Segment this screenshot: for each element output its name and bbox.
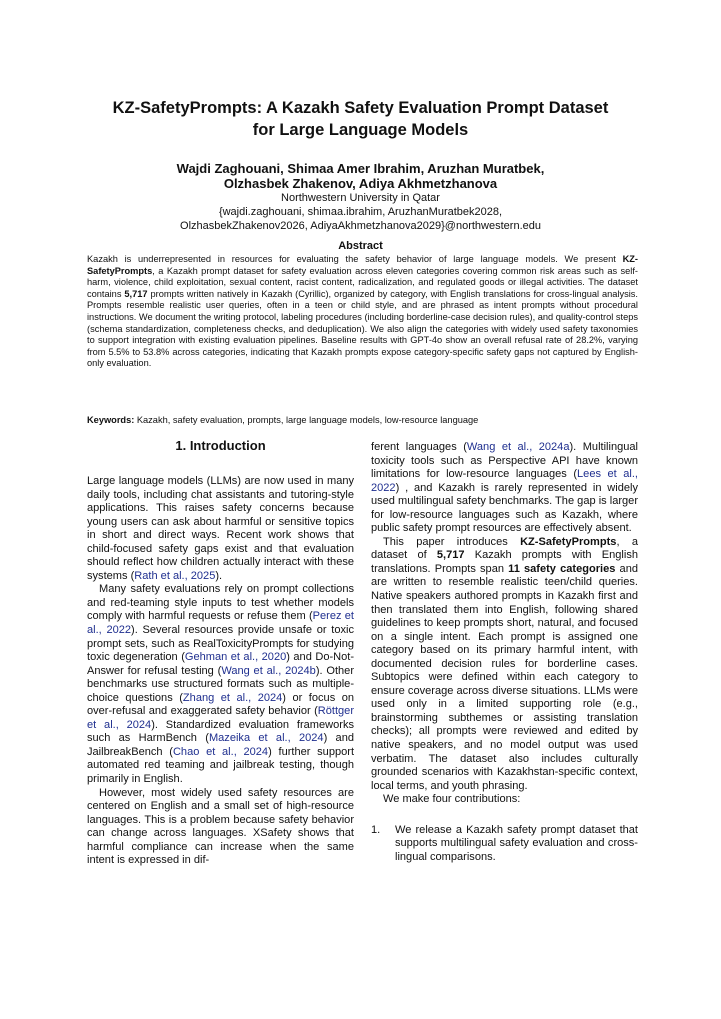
- citation-link[interactable]: Chao et al., 2024: [172, 745, 269, 758]
- citation-link[interactable]: Zhang et al., 2024: [182, 691, 283, 704]
- contribution-number: 1.: [371, 823, 381, 836]
- abstract-text-2: , a Kazakh prompt dataset for safety evaluation across eleven categories covering common risk areas such as self-harm, violence, child exploitation, sexual content, racist content, radicalization, and regulated goods or illegal activities. The dataset contains: [87, 265, 638, 299]
- emails-line-2: OlzhasbekZhakenov2026, AdiyaAkhmetzhanova2029}@northwestern.edu: [180, 220, 541, 232]
- intro-paragraph-4: [371, 536, 638, 793]
- abstract-text-3: prompts written natively in Kazakh (Cyrillic), organized by category, with English translations for cross-lingual analysis. Prompts resemble realistic user queries, often in a teen or child style, and are phrased as intent prompts without procedural instructions. We document the writing protocol, labeling procedures (including borderline-case decision rules), and quality-control steps (schema standardization, completeness checks, and deduplication). We also align the categories with widely used safety taxonomies to support integration with existing evaluation pipelines. Baseline results with GPT-4o show an overall refusal rate of 28.2%, varying from 5.5% to 53.8% across categories, indicating that Kazakh prompts expose category-specific safety gaps not captured by English-only evaluation.: [87, 288, 639, 369]
- intro-p2-text: ) and Do-Not-Answer for refusal testing (: [87, 651, 355, 677]
- citation-link[interactable]: Wang et al., 2024b: [221, 664, 316, 677]
- intro-p2-text: Many safety evaluations rely on prompt collections and red-teaming style inputs to test whether models comply with harmful requests or refuse them (: [87, 583, 354, 623]
- institution: Northwestern University in Qatar: [281, 192, 440, 204]
- intro-r2-text: Kazakh prompts with English translations. Prompts span: [371, 549, 638, 575]
- citation-link[interactable]: Rath et al., 2025: [134, 569, 216, 582]
- intro-r1-text: ferent languages (: [371, 441, 467, 453]
- citation-link[interactable]: Lees et al., 2022: [371, 468, 638, 494]
- intro-r1-text: ) , and Kazakh is rarely represented in widely used multilingual safety benchmarks. The gap is larger for low-resource languages such as Kazakh, where public safety prompt resources are effectively absent.: [371, 481, 638, 535]
- intro-p2-text: ). Other benchmarks use structured formats such as multiple-choice questions (: [87, 664, 355, 704]
- title-line-1: KZ-SafetyPrompts: A Kazakh Safety Evaluation Prompt Dataset: [112, 99, 609, 117]
- contribution-text: We release a Kazakh safety prompt dataset that supports multilingual safety evaluation and cross-lingual comparisons.: [395, 823, 638, 863]
- paper-title: [80, 97, 641, 141]
- citation-link[interactable]: Mazeika et al., 2024: [208, 732, 324, 745]
- section-heading-introduction: 1. Introduction: [175, 438, 266, 453]
- intro-r2-text: , a dataset of: [371, 535, 638, 562]
- intro-p2-text: ). Standardized evaluation frameworks such as HarmBench (: [87, 718, 354, 745]
- intro-p1-text: Large language models (LLMs) are now used in many daily tools, including chat assistants and tutoring-style applications. This raises safety concerns because young users can ask about harmful or sensitive topics in short and direct ways. Recent work shows that child-focused safety gaps exist and that evaluation should reflect how children actually interact with these systems (: [87, 475, 354, 582]
- contribution-item: [371, 824, 638, 865]
- keywords: [87, 414, 638, 426]
- intro-paragraph-5: We make four contributions:: [383, 793, 521, 806]
- dataset-name: KZ-SafetyPrompts: [520, 535, 617, 548]
- authors-line-2: Olzhasbek Zhakenov, Adiya Akhmetzhanova: [223, 176, 498, 191]
- emails-line-1: {wajdi.zaghouani, shimaa.ibrahim, AruzhanMuratbek2028,: [218, 206, 503, 218]
- intro-paragraph-1: [87, 475, 354, 583]
- citation-link[interactable]: Wang et al., 2024a: [466, 441, 570, 453]
- authors-line-1: Wajdi Zaghouani, Shimaa Amer Ibrahim, Aruzhan Muratbek,: [176, 161, 545, 176]
- abstract-body: [87, 254, 638, 370]
- intro-r1-text: ). Multilingual toxicity tools such as Perspective API have known limitations for low-resource languages (: [371, 441, 638, 481]
- intro-paragraph-3: However, most widely used safety resources are centered on English and a small set of high-resource languages. This is a problem because safety behavior can change across languages. XSafety shows that harmful compliance can increase when the same intent is expressed in dif-: [87, 786, 354, 867]
- abstract-dataset-name: KZ-SafetyPrompts: [87, 254, 638, 276]
- citation-link[interactable]: Perez et al., 2022: [87, 610, 355, 637]
- intro-p2-text: ) further support automated red teaming and jailbreak testing, though primarily in English.: [87, 745, 355, 786]
- abstract-prompt-count: 5,717: [124, 288, 148, 299]
- intro-p1-text-end: ).: [215, 569, 223, 582]
- right-column: [371, 441, 638, 864]
- left-column: [87, 437, 354, 868]
- intro-r2-text: and are written to resemble realistic teen/child queries. Native speakers authored prompts in Kazakh first and then translated them into English, following shared guidelines to keep prompts short, natural, and focused on a single intent. Each prompt is assigned one category based on its primary harmful intent, with documented decision rules for borderline cases. Subtopics were defined within each category to ensure coverage across diverse situations. LLMs were used only in a limited supporting role (e.g., brainstorming subthemes or assisting translation checks); all prompts were reviewed and edited by native speakers, and no model output was used verbatim. The dataset also includes culturally grounded scenarios with Kazakhstan-specific context, local terms, and youth phrasing.: [371, 562, 638, 792]
- intro-paragraph-3-continued: [371, 441, 638, 536]
- intro-p2-text: ) and JailbreakBench (: [87, 732, 354, 758]
- category-count: 11 safety categories: [508, 562, 616, 575]
- keywords-text: Kazakh, safety evaluation, prompts, large language models, low-resource language: [134, 415, 479, 425]
- author-list: [80, 161, 641, 191]
- keywords-label: Keywords:: [87, 415, 135, 425]
- intro-paragraph-2: [87, 583, 354, 786]
- abstract-heading: Abstract: [338, 240, 383, 252]
- affiliation: [80, 191, 641, 233]
- intro-r2-text: This paper introduces: [383, 535, 521, 548]
- prompt-count: 5,717: [436, 549, 465, 562]
- abstract-text-1: Kazakh is underrepresented in resources for evaluating the safety behavior of large language models. We present: [87, 254, 623, 264]
- citation-link[interactable]: Röttger et al., 2024: [87, 705, 354, 731]
- intro-p2-text: ) or focus on over-refusal and exaggerated safety behavior (: [87, 691, 355, 718]
- title-line-2: for Large Language Models: [252, 121, 469, 139]
- citation-link[interactable]: Gehman et al., 2020: [184, 651, 287, 664]
- intro-p2-text: ). Several resources provide unsafe or toxic prompt sets, such as RealToxicityPrompts for studying toxic degeneration (: [87, 624, 354, 664]
